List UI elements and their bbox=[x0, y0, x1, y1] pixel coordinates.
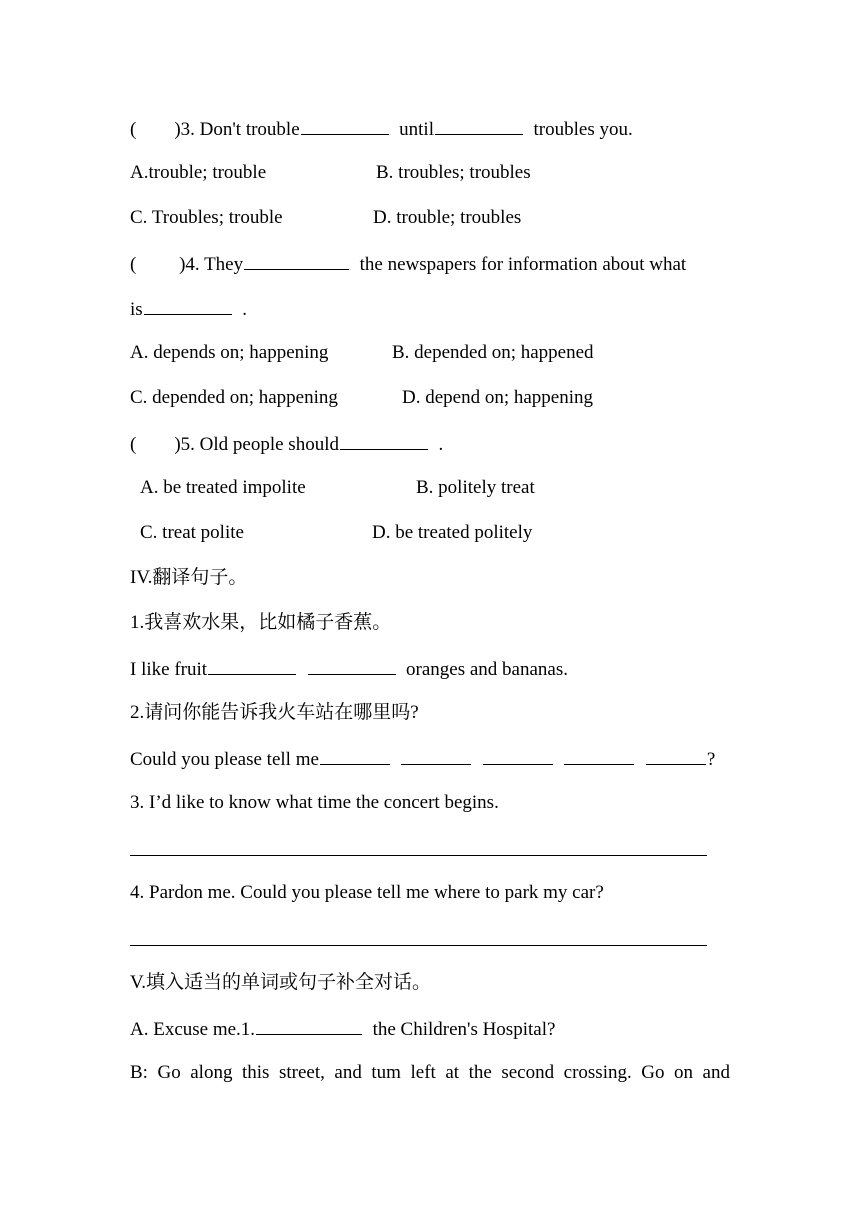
option-b: B. politely treat bbox=[416, 477, 535, 498]
answer-line[interactable] bbox=[130, 855, 707, 856]
option-d: D. trouble; troubles bbox=[373, 207, 522, 228]
sentence-1-chinese: 1.我喜欢水果，比如橘子香蕉。 bbox=[130, 612, 392, 633]
question-4-cont bbox=[130, 296, 247, 322]
option-d: D. depend on; happening bbox=[402, 387, 594, 408]
answer-blank[interactable] bbox=[308, 656, 396, 675]
option-c: C. Troubles; trouble bbox=[130, 207, 283, 228]
answer-paren[interactable]: ( ) bbox=[130, 254, 186, 275]
dialogue-text: A. Excuse me.1. bbox=[130, 1019, 256, 1040]
sentence-4: 4. Pardon me. Could you please tell me where to park my car? bbox=[130, 882, 604, 903]
option-c: C. treat polite bbox=[140, 522, 244, 543]
question-4 bbox=[130, 251, 730, 277]
answer-blank[interactable] bbox=[208, 656, 296, 675]
question-5 bbox=[130, 431, 443, 457]
option-a: A.trouble; trouble bbox=[130, 162, 267, 183]
question-text: 3. Don't trouble bbox=[180, 119, 300, 140]
option-c: C. depended on; happening bbox=[130, 387, 338, 408]
sentence-2-english bbox=[130, 746, 715, 772]
answer-blank[interactable] bbox=[301, 116, 389, 135]
sentence-3: 3. I’d like to know what time the concert begins. bbox=[130, 792, 499, 813]
option-b: B. depended on; happened bbox=[392, 342, 594, 363]
question-text: 5. Old people should bbox=[180, 434, 339, 455]
question-3 bbox=[130, 116, 633, 142]
answer-blank[interactable] bbox=[320, 746, 390, 765]
sentence-1-english bbox=[130, 656, 568, 682]
dialogue-a bbox=[130, 1016, 555, 1042]
answer-blank[interactable] bbox=[435, 116, 523, 135]
answer-paren[interactable]: ( ) bbox=[130, 434, 181, 455]
answer-blank[interactable] bbox=[244, 251, 349, 270]
option-a: A. depends on; happening bbox=[130, 342, 329, 363]
answer-line[interactable] bbox=[130, 945, 707, 946]
question-text: 4. They bbox=[185, 254, 244, 275]
question-text: until bbox=[389, 119, 434, 140]
question-text: . bbox=[232, 299, 247, 320]
answer-blank[interactable] bbox=[401, 746, 471, 765]
answer-blank[interactable] bbox=[646, 746, 706, 765]
dialogue-text: the Children's Hospital? bbox=[363, 1019, 556, 1040]
answer-blank[interactable] bbox=[256, 1016, 362, 1035]
dialogue-b: B: Go along this street, and tum left at the second crossing. Go on and bbox=[130, 1062, 730, 1083]
answer-blank[interactable] bbox=[144, 296, 232, 315]
question-text: the newspapers for information about what bbox=[350, 254, 687, 275]
sentence-2-chinese: 2.请问你能告诉我火车站在哪里吗? bbox=[130, 702, 419, 723]
answer-blank[interactable] bbox=[483, 746, 553, 765]
sentence-text: I like fruit bbox=[130, 659, 208, 680]
option-d: D. be treated politely bbox=[372, 522, 533, 543]
option-b: B. troubles; troubles bbox=[376, 162, 531, 183]
sentence-text: Could you please tell me bbox=[130, 749, 319, 770]
answer-blank[interactable] bbox=[340, 431, 428, 450]
answer-blank[interactable] bbox=[564, 746, 634, 765]
answer-paren[interactable]: ( ) bbox=[130, 119, 181, 140]
section-heading: IV.翻译句子。 bbox=[130, 567, 248, 588]
question-text: . bbox=[428, 434, 444, 455]
option-a: A. be treated impolite bbox=[140, 477, 306, 498]
sentence-text: ? bbox=[706, 749, 716, 770]
question-text: is bbox=[130, 299, 143, 320]
section-heading: V.填入适当的单词或句子补全对话。 bbox=[130, 972, 432, 993]
sentence-text: oranges and bananas. bbox=[396, 659, 568, 680]
question-text: troubles you. bbox=[524, 119, 633, 140]
